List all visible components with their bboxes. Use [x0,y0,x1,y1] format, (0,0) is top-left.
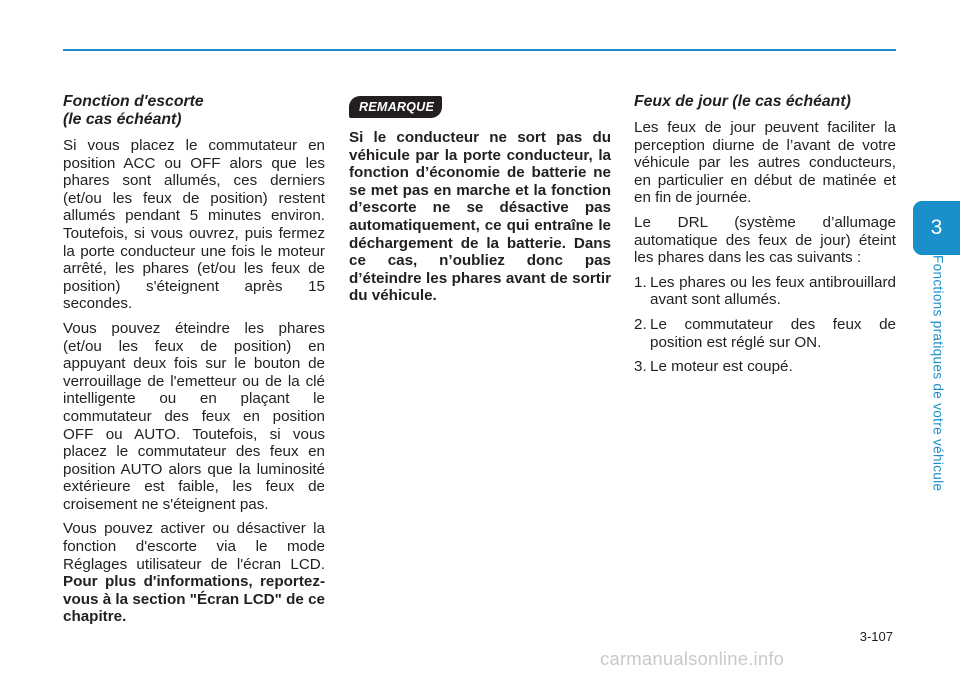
escort-function-section [63,93,325,633]
escort-paragraph-3 [63,520,325,626]
chapter-title: Fonctions pratiques de votre véhicule [930,255,946,492]
note-text: Si le conducteur ne sort pas du véhicule par la porte conducteur, la fonction d’économie de batterie ne se met pas en marche et la fonction d’escorte ne se désactive pas automatiquement, ce qui entraîne le déchargement de la batterie. Dans ce cas, n’oubliez donc pas d’éteindre les phares avant de sortir du véhicule. [349,129,611,305]
top-rule [63,49,896,51]
list-item [634,274,896,309]
daytime-paragraph-1: Les feux de jour peuvent faciliter la perception diurne de l’avant de votre véhicule par les autres conducteurs, en particulier en début de matinée et en fin de journée. [634,119,896,207]
list-item [634,316,896,351]
list-item-text: Le moteur est coupé. [650,358,793,376]
escort-paragraph-1: Si vous placez le commutateur en position ACC ou OFF alors que les phares sont allumés, ces derniers (et/ou les feux de position) restent allumés pendant 5 minutes environ. Toutefois, si vous ouvrez, puis fermez la porte conducteur une fois le moteur arrêté, les phares (et/ou les feux de position) s'éteignent après 15 secondes. [63,137,325,313]
list-item-number: 3. [634,358,647,376]
escort-paragraph-3-text: Vous pouvez activer ou désactiver la fonction d'escorte via le mode Réglages utilisateur de l'écran LCD. [63,520,325,573]
daytime-paragraph-2: Le DRL (système d’allumage automatique des feux de jour) éteint les phares dans les cas suivants : [634,213,896,267]
daytime-lights-section [634,93,896,383]
escort-heading-line2: (le cas échéant) [63,111,182,128]
escort-paragraph-3-reference: Pour plus d'informations, reportez-vous à la section "Écran LCD" de ce chapitre. [63,573,325,626]
list-item [634,358,896,376]
remarque-badge: REMARQUE [349,96,442,118]
list-item-text: Le commutateur des feux de position est réglé sur ON. [650,315,896,351]
list-item-text: Les phares ou les feux antibrouillard avant sont allumés. [650,273,896,309]
list-item-number: 2. [634,315,647,333]
escort-heading-line1: Fonction d'escorte [63,93,204,110]
page-number: 3-107 [859,629,893,644]
chapter-tab[interactable]: 3 [913,201,960,255]
drl-conditions-list [634,274,896,376]
escort-paragraph-2: Vous pouvez éteindre les phares (et/ou les feux de position) en appuyant deux fois sur le bouton de verrouillage de l'emetteur ou de la clé intelligente ou en plaçant le commutateur des feux en position OFF ou AUTO. Toutefois, si vous placez le commutateur des feux en position AUTO alors que la luminosité extérieure est faible, les feux de croisement ne s'éteignent pas. [63,319,325,513]
daytime-lights-heading: Feux de jour (le cas échéant) [634,93,851,110]
note-section [349,96,611,312]
watermark: carmanualsonline.info [600,648,785,669]
escort-function-heading [63,93,325,129]
list-item-number: 1. [634,273,647,291]
